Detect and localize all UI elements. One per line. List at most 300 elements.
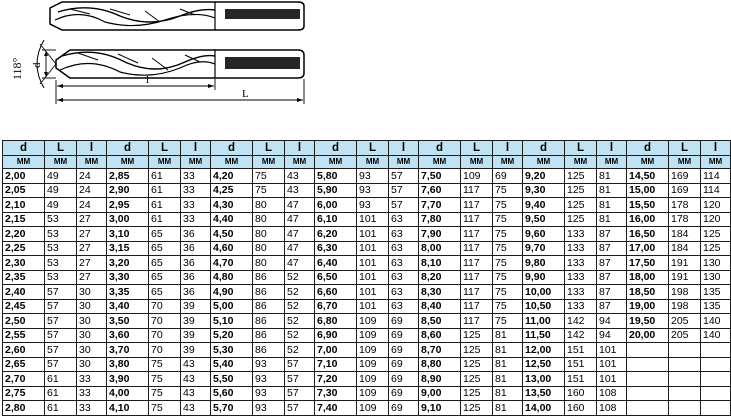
flute-length-cell: 57 — [389, 183, 419, 198]
flute-length-cell: 43 — [181, 401, 211, 416]
total-length-cell: 117 — [461, 256, 493, 271]
diameter-label: d — [31, 62, 43, 68]
total-length-cell: 75 — [149, 386, 181, 401]
diameter-cell: 2,90 — [107, 183, 149, 198]
diameter-cell: 7,70 — [419, 198, 461, 213]
diameter-cell — [627, 343, 669, 358]
diameter-cell: 9,50 — [523, 212, 565, 227]
diameter-cell: 14,00 — [523, 401, 565, 416]
total-length-cell: 61 — [149, 169, 181, 184]
total-length-cell: 80 — [253, 212, 285, 227]
header-unit: MM — [701, 156, 731, 169]
diameter-cell: 20,00 — [627, 328, 669, 343]
total-length-cell: 191 — [669, 270, 701, 285]
diameter-cell: 5,00 — [211, 299, 253, 314]
diameter-cell: 5,70 — [211, 401, 253, 416]
diameter-cell: 2,10 — [3, 198, 45, 213]
header-unit: MM — [181, 156, 211, 169]
flute-length-cell: 130 — [701, 270, 731, 285]
diameter-cell: 9,90 — [523, 270, 565, 285]
total-length-cell: 133 — [565, 241, 597, 256]
table-row — [3, 198, 731, 213]
diameter-cell: 6,10 — [315, 212, 357, 227]
total-length-cell: 53 — [45, 256, 77, 271]
flute-length-cell: 63 — [389, 299, 419, 314]
total-length-cell: 86 — [253, 270, 285, 285]
diameter-cell: 3,20 — [107, 256, 149, 271]
total-length-cell: 75 — [149, 372, 181, 387]
table-row — [3, 328, 731, 343]
total-length-cell: 109 — [357, 401, 389, 416]
total-length-cell: 101 — [357, 256, 389, 271]
total-length-cell: 151 — [565, 372, 597, 387]
total-length-cell: 75 — [253, 169, 285, 184]
flute-length-cell: 81 — [493, 343, 523, 358]
diameter-cell: 3,40 — [107, 299, 149, 314]
flute-length-cell: 57 — [285, 372, 315, 387]
flute-length-cell: 27 — [77, 270, 107, 285]
header-total-length: L — [357, 141, 389, 156]
flute-length-cell: 27 — [77, 227, 107, 242]
flute-length-cell: 57 — [285, 357, 315, 372]
total-length-cell: 49 — [45, 169, 77, 184]
diameter-cell: 4,60 — [211, 241, 253, 256]
table-row — [3, 169, 731, 184]
flute-length-cell: 47 — [285, 198, 315, 213]
header-unit: MM — [211, 156, 253, 169]
header-diameter: d — [3, 141, 45, 156]
flute-length-cell: 36 — [181, 285, 211, 300]
diameter-cell: 11,00 — [523, 314, 565, 329]
table-row — [3, 357, 731, 372]
total-length-cell: 49 — [45, 198, 77, 213]
flute-length-cell: 81 — [597, 212, 627, 227]
diameter-cell: 3,80 — [107, 357, 149, 372]
diameter-cell: 19,00 — [627, 299, 669, 314]
drill-dimensioned-view — [37, 40, 304, 104]
header-diameter: d — [627, 141, 669, 156]
total-length-label: L — [242, 88, 249, 100]
header-unit: MM — [285, 156, 315, 169]
diameter-cell: 5,30 — [211, 343, 253, 358]
diameter-cell: 6,60 — [315, 285, 357, 300]
table-row — [3, 386, 731, 401]
flute-length-cell: 57 — [389, 169, 419, 184]
total-length-cell: 109 — [357, 372, 389, 387]
diameter-cell: 4,20 — [211, 169, 253, 184]
total-length-cell: 125 — [461, 343, 493, 358]
diameter-cell: 13,50 — [523, 386, 565, 401]
total-length-cell: 101 — [357, 285, 389, 300]
diameter-cell: 4,00 — [107, 386, 149, 401]
total-length-cell: 160 — [565, 386, 597, 401]
diameter-cell: 6,40 — [315, 256, 357, 271]
flute-length-cell: 33 — [77, 401, 107, 416]
flute-length-cell: 39 — [181, 314, 211, 329]
flute-length-cell: 140 — [701, 314, 731, 329]
diameter-cell: 5,20 — [211, 328, 253, 343]
flute-length-cell: 125 — [701, 227, 731, 242]
table-row — [3, 227, 731, 242]
diameter-cell: 2,15 — [3, 212, 45, 227]
flute-length-cell: 81 — [597, 198, 627, 213]
header-diameter: d — [315, 141, 357, 156]
total-length-cell: 133 — [565, 299, 597, 314]
diameter-cell: 2,30 — [3, 256, 45, 271]
diameter-cell: 2,20 — [3, 227, 45, 242]
header-unit: MM — [565, 156, 597, 169]
flute-length-cell: 87 — [597, 256, 627, 271]
diameter-cell: 17,50 — [627, 256, 669, 271]
flute-length-cell — [701, 401, 731, 416]
diameter-cell: 7,10 — [315, 357, 357, 372]
diameter-cell: 7,80 — [419, 212, 461, 227]
flute-length-cell — [701, 386, 731, 401]
flute-length-cell: 75 — [493, 256, 523, 271]
diameter-cell — [627, 372, 669, 387]
diameter-cell: 9,80 — [523, 256, 565, 271]
total-length-cell: 93 — [253, 372, 285, 387]
total-length-cell: 61 — [149, 183, 181, 198]
diameter-cell: 9,10 — [419, 401, 461, 416]
header-row-symbols — [3, 141, 731, 156]
diameter-cell: 8,80 — [419, 357, 461, 372]
total-length-cell: 101 — [357, 241, 389, 256]
total-length-cell: 65 — [149, 285, 181, 300]
angle-label: 118° — [10, 57, 24, 80]
flute-length-cell: 43 — [181, 386, 211, 401]
diameter-cell: 2,25 — [3, 241, 45, 256]
diameter-cell: 3,70 — [107, 343, 149, 358]
total-length-cell: 93 — [357, 198, 389, 213]
flute-length-cell: 69 — [493, 169, 523, 184]
total-length-cell: 205 — [669, 314, 701, 329]
total-length-cell — [669, 357, 701, 372]
flute-length-cell: 75 — [493, 227, 523, 242]
diameter-cell: 18,50 — [627, 285, 669, 300]
flute-length-cell: 33 — [181, 169, 211, 184]
flute-length-cell: 81 — [597, 183, 627, 198]
diameter-cell: 6,30 — [315, 241, 357, 256]
diameter-cell: 4,30 — [211, 198, 253, 213]
flute-length-cell: 75 — [493, 314, 523, 329]
diameter-cell: 5,80 — [315, 169, 357, 184]
flute-length-cell: 75 — [493, 299, 523, 314]
total-length-cell: 53 — [45, 212, 77, 227]
total-length-cell: 125 — [565, 212, 597, 227]
diameter-cell: 2,60 — [3, 343, 45, 358]
header-total-length: L — [149, 141, 181, 156]
flute-length-cell: 47 — [285, 241, 315, 256]
header-diameter: d — [419, 141, 461, 156]
total-length-cell: 57 — [45, 299, 77, 314]
flute-length-cell — [701, 343, 731, 358]
flute-length-cell: 27 — [77, 212, 107, 227]
flute-length-cell: 63 — [389, 270, 419, 285]
header-flute-length: l — [597, 141, 627, 156]
flute-length-cell: 27 — [77, 241, 107, 256]
total-length-cell: 125 — [461, 328, 493, 343]
flute-length-cell: 69 — [389, 386, 419, 401]
diameter-cell: 3,60 — [107, 328, 149, 343]
diameter-cell — [627, 386, 669, 401]
total-length-cell: 65 — [149, 270, 181, 285]
diameter-cell: 7,90 — [419, 227, 461, 242]
flute-length-cell: 43 — [285, 183, 315, 198]
flute-length-cell: 75 — [493, 183, 523, 198]
diameter-cell: 3,35 — [107, 285, 149, 300]
diameter-cell: 8,60 — [419, 328, 461, 343]
flute-length-cell: 43 — [181, 357, 211, 372]
flute-length-cell: 52 — [285, 270, 315, 285]
diameter-cell: 4,10 — [107, 401, 149, 416]
total-length-cell: 70 — [149, 343, 181, 358]
total-length-cell: 151 — [565, 343, 597, 358]
total-length-cell: 93 — [253, 386, 285, 401]
diameter-cell: 8,00 — [419, 241, 461, 256]
table-row — [3, 299, 731, 314]
total-length-cell: 109 — [461, 169, 493, 184]
flute-length-cell: 63 — [389, 256, 419, 271]
total-length-cell: 133 — [565, 270, 597, 285]
total-length-cell: 80 — [253, 241, 285, 256]
diameter-cell: 3,90 — [107, 372, 149, 387]
diameter-cell: 4,40 — [211, 212, 253, 227]
diameter-cell: 3,10 — [107, 227, 149, 242]
header-total-length: L — [669, 141, 701, 156]
total-length-cell: 80 — [253, 198, 285, 213]
flute-length-cell: 63 — [389, 241, 419, 256]
header-flute-length: l — [77, 141, 107, 156]
diameter-cell: 2,80 — [3, 401, 45, 416]
total-length-cell: 75 — [253, 183, 285, 198]
flute-length-cell: 47 — [285, 256, 315, 271]
diameter-cell: 5,40 — [211, 357, 253, 372]
diameter-cell: 2,40 — [3, 285, 45, 300]
diameter-cell: 2,70 — [3, 372, 45, 387]
flute-length-cell: 114 — [701, 183, 731, 198]
flute-length-cell: 27 — [77, 256, 107, 271]
flute-length-cell: 69 — [389, 314, 419, 329]
diameter-cell: 2,45 — [3, 299, 45, 314]
total-length-cell: 86 — [253, 299, 285, 314]
table-row — [3, 314, 731, 329]
total-length-cell: 125 — [461, 386, 493, 401]
total-length-cell: 93 — [357, 169, 389, 184]
flute-length-cell: 57 — [285, 386, 315, 401]
total-length-cell: 86 — [253, 314, 285, 329]
total-length-cell: 125 — [565, 183, 597, 198]
flute-length-cell: 43 — [181, 372, 211, 387]
total-length-cell: 169 — [669, 183, 701, 198]
total-length-cell: 70 — [149, 314, 181, 329]
diameter-cell: 7,30 — [315, 386, 357, 401]
total-length-cell: 178 — [669, 212, 701, 227]
diameter-cell: 9,30 — [523, 183, 565, 198]
total-length-cell: 133 — [565, 227, 597, 242]
total-length-cell: 109 — [357, 314, 389, 329]
diameter-cell: 8,20 — [419, 270, 461, 285]
total-length-cell: 133 — [565, 285, 597, 300]
flute-length-label: l — [146, 74, 150, 86]
diameter-cell: 4,80 — [211, 270, 253, 285]
diameter-cell: 2,50 — [3, 314, 45, 329]
total-length-cell: 117 — [461, 241, 493, 256]
total-length-cell: 86 — [253, 285, 285, 300]
diameter-cell: 4,90 — [211, 285, 253, 300]
flute-length-cell: 43 — [285, 169, 315, 184]
diameter-cell: 6,50 — [315, 270, 357, 285]
flute-length-cell: 140 — [701, 328, 731, 343]
diameter-cell: 17,00 — [627, 241, 669, 256]
flute-length-cell: 57 — [285, 401, 315, 416]
header-total-length: L — [253, 141, 285, 156]
total-length-cell: 93 — [253, 401, 285, 416]
total-length-cell: 57 — [45, 314, 77, 329]
header-unit: MM — [3, 156, 45, 169]
flute-length-cell — [701, 372, 731, 387]
diameter-cell: 10,00 — [523, 285, 565, 300]
total-length-cell: 109 — [357, 357, 389, 372]
diameter-cell: 8,70 — [419, 343, 461, 358]
flute-length-cell: 69 — [389, 343, 419, 358]
total-length-cell: 101 — [357, 270, 389, 285]
flute-length-cell: 69 — [389, 328, 419, 343]
flute-length-cell: 33 — [77, 386, 107, 401]
flute-length-cell: 30 — [77, 285, 107, 300]
total-length-cell: 198 — [669, 285, 701, 300]
diameter-cell: 2,75 — [3, 386, 45, 401]
flute-length-cell: 75 — [493, 270, 523, 285]
header-row-units — [3, 156, 731, 169]
diameter-cell: 4,50 — [211, 227, 253, 242]
total-length-cell: 133 — [565, 256, 597, 271]
flute-length-cell: 52 — [285, 328, 315, 343]
flute-length-cell: 47 — [285, 227, 315, 242]
flute-length-cell: 94 — [597, 314, 627, 329]
total-length-cell: 117 — [461, 227, 493, 242]
diameter-cell: 2,00 — [3, 169, 45, 184]
flute-length-cell: 108 — [597, 386, 627, 401]
total-length-cell: 80 — [253, 227, 285, 242]
diameter-cell: 12,50 — [523, 357, 565, 372]
diameter-cell: 13,00 — [523, 372, 565, 387]
flute-length-cell: 52 — [285, 314, 315, 329]
total-length-cell: 109 — [357, 328, 389, 343]
header-flute-length: l — [389, 141, 419, 156]
total-length-cell: 101 — [357, 212, 389, 227]
diameter-cell: 8,50 — [419, 314, 461, 329]
header-unit: MM — [315, 156, 357, 169]
table-row — [3, 183, 731, 198]
flute-length-cell: 30 — [77, 328, 107, 343]
total-length-cell: 198 — [669, 299, 701, 314]
diameter-cell: 9,00 — [419, 386, 461, 401]
total-length-cell: 57 — [45, 328, 77, 343]
total-length-cell: 49 — [45, 183, 77, 198]
total-length-cell: 61 — [149, 212, 181, 227]
drill-side-view — [50, 2, 304, 30]
diameter-cell: 7,20 — [315, 372, 357, 387]
diameter-cell: 8,90 — [419, 372, 461, 387]
diameter-cell: 2,55 — [3, 328, 45, 343]
flute-length-cell: 39 — [181, 299, 211, 314]
flute-length-cell: 69 — [389, 372, 419, 387]
diameter-cell: 7,00 — [315, 343, 357, 358]
diameter-cell: 16,00 — [627, 212, 669, 227]
diameter-cell: 16,50 — [627, 227, 669, 242]
header-unit: MM — [45, 156, 77, 169]
header-unit: MM — [389, 156, 419, 169]
diameter-cell: 9,60 — [523, 227, 565, 242]
total-length-cell: 101 — [357, 227, 389, 242]
header-total-length: L — [565, 141, 597, 156]
total-length-cell: 125 — [461, 401, 493, 416]
total-length-cell: 178 — [669, 198, 701, 213]
total-length-cell: 191 — [669, 256, 701, 271]
diameter-cell — [627, 401, 669, 416]
flute-length-cell: 101 — [597, 343, 627, 358]
diameter-cell: 18,00 — [627, 270, 669, 285]
diameter-cell: 6,70 — [315, 299, 357, 314]
diameter-cell: 7,60 — [419, 183, 461, 198]
diameter-cell: 2,65 — [3, 357, 45, 372]
flute-length-cell: 120 — [701, 212, 731, 227]
flute-length-cell: 87 — [597, 299, 627, 314]
total-length-cell: 57 — [45, 357, 77, 372]
flute-length-cell: 52 — [285, 285, 315, 300]
diameter-cell: 5,50 — [211, 372, 253, 387]
total-length-cell: 86 — [253, 328, 285, 343]
total-length-cell: 57 — [45, 285, 77, 300]
table-row — [3, 212, 731, 227]
flute-length-cell: 81 — [493, 328, 523, 343]
flute-length-cell: 114 — [701, 169, 731, 184]
total-length-cell — [669, 343, 701, 358]
diameter-cell: 2,95 — [107, 198, 149, 213]
table-row — [3, 343, 731, 358]
flute-length-cell: 108 — [597, 401, 627, 416]
total-length-cell: 65 — [149, 256, 181, 271]
flute-length-cell: 75 — [493, 285, 523, 300]
header-total-length: L — [45, 141, 77, 156]
diameter-cell: 5,60 — [211, 386, 253, 401]
header-unit: MM — [627, 156, 669, 169]
diameter-cell: 11,50 — [523, 328, 565, 343]
total-length-cell: 61 — [149, 198, 181, 213]
total-length-cell: 109 — [357, 386, 389, 401]
diameter-cell: 10,50 — [523, 299, 565, 314]
total-length-cell: 142 — [565, 314, 597, 329]
total-length-cell: 109 — [357, 343, 389, 358]
total-length-cell: 125 — [461, 372, 493, 387]
diameter-cell: 8,40 — [419, 299, 461, 314]
flute-length-cell: 63 — [389, 285, 419, 300]
diameter-cell: 14,50 — [627, 169, 669, 184]
diameter-cell: 2,05 — [3, 183, 45, 198]
total-length-cell: 205 — [669, 328, 701, 343]
diameter-cell: 7,40 — [315, 401, 357, 416]
diameter-cell: 5,10 — [211, 314, 253, 329]
total-length-cell: 117 — [461, 299, 493, 314]
flute-length-cell: 24 — [77, 198, 107, 213]
diameter-cell: 4,25 — [211, 183, 253, 198]
diameter-cell: 8,10 — [419, 256, 461, 271]
total-length-cell: 75 — [149, 401, 181, 416]
dimensions-table-wrapper — [2, 140, 723, 416]
total-length-cell: 117 — [461, 212, 493, 227]
header-diameter: d — [107, 141, 149, 156]
